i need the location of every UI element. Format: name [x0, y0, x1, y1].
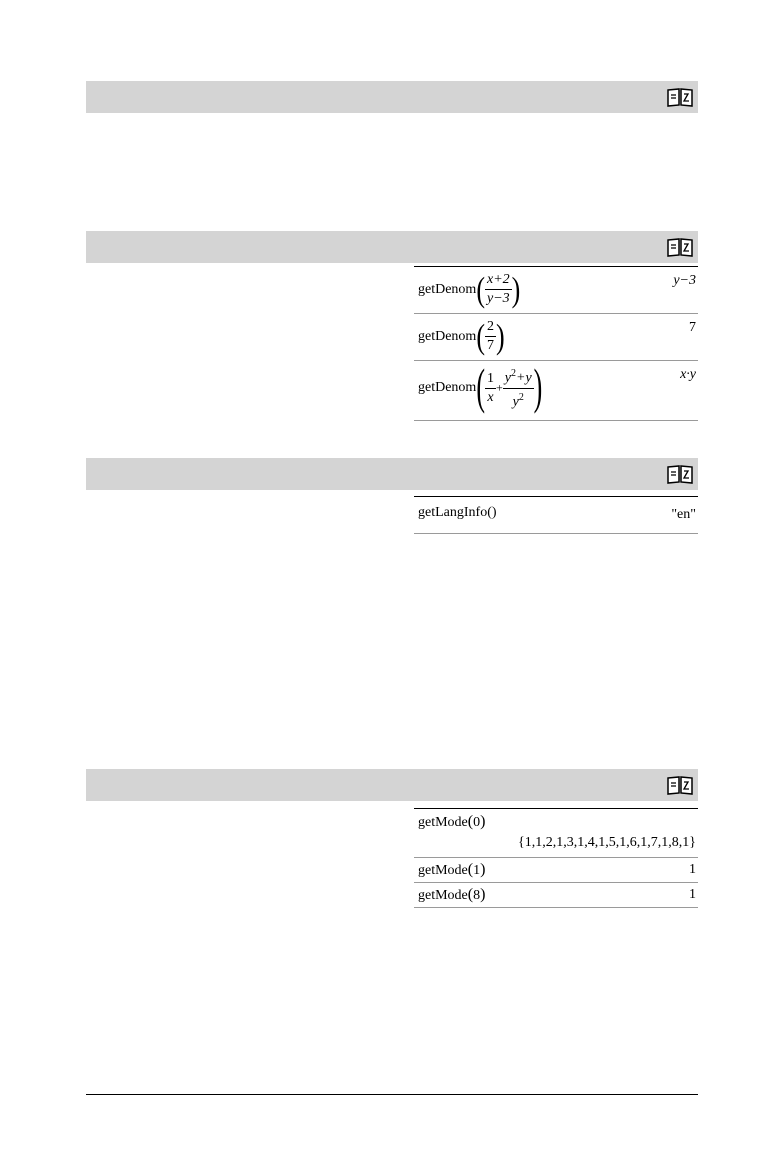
example-row — [414, 883, 698, 908]
function-name: getDenom — [418, 328, 477, 344]
example-result — [680, 367, 696, 383]
result-value: {1,1,2,1,3,1,4,1,5,1,6,1,7,1,8,1} — [518, 835, 696, 850]
example-row — [414, 361, 698, 421]
getlanginfo-example-box — [414, 496, 698, 534]
example-expression — [418, 505, 497, 521]
result-value: 1 — [689, 862, 696, 877]
fraction-denominator: 7 — [487, 338, 494, 353]
example-expression: getDenom( $\frac{1}{x}$ + $\frac{y^2+y}{y^2}$ ) — [418, 359, 543, 415]
fraction-numerator: y — [504, 370, 511, 386]
example-row — [414, 809, 698, 858]
section-header-bar — [86, 231, 698, 263]
example-row — [414, 267, 698, 314]
result-value: x·y — [680, 367, 696, 382]
fraction-numerator: x+2 — [487, 272, 510, 287]
getmode-example-box — [414, 808, 698, 908]
result-value: "en" — [671, 507, 696, 522]
fraction-numerator: 1 — [485, 370, 496, 389]
function-name: getDenom — [418, 380, 477, 396]
function-name: getMode — [418, 862, 468, 878]
example-expression: getMode(0) — [418, 813, 486, 830]
fraction-denominator: y−3 — [487, 291, 510, 306]
function-name: getMode — [418, 887, 468, 903]
example-row — [414, 314, 698, 361]
example-result — [673, 273, 696, 289]
exponent: 2 — [518, 391, 524, 403]
function-arg: 0 — [473, 815, 481, 830]
function-name: getLangInfo — [418, 505, 488, 520]
function-arg: 8 — [473, 888, 481, 903]
example-expression: getMode(1) — [418, 861, 486, 878]
fraction-numerator: 2 — [485, 318, 496, 337]
fraction-numerator-rest: +y — [516, 370, 532, 386]
section-header-bar — [86, 458, 698, 490]
function-name: getDenom — [418, 281, 477, 297]
result-value: 7 — [689, 320, 696, 335]
example-expression: getDenom( $\frac{2}{7}$ ) — [418, 316, 505, 356]
example-row — [414, 497, 698, 534]
section-header-bar — [86, 81, 698, 113]
function-arg: 1 — [473, 863, 481, 878]
function-name: getMode — [418, 814, 468, 830]
catalog-book-icon — [666, 237, 694, 257]
section-header-bar — [86, 769, 698, 801]
example-expression: getDenom( $\frac{x+2}{y-3}$ ) — [418, 269, 521, 309]
getdenom-example-box — [414, 266, 698, 421]
catalog-book-icon — [666, 464, 694, 484]
result-value: y−3 — [673, 273, 696, 288]
catalog-book-icon — [666, 87, 694, 107]
result-value: 1 — [689, 887, 696, 902]
example-expression: getMode(8) — [418, 886, 486, 903]
plus-operator: + — [496, 380, 503, 395]
fraction-denominator: x — [487, 389, 494, 405]
fraction-denominator: y — [512, 394, 519, 410]
exponent: 2 — [511, 368, 516, 379]
example-row — [414, 858, 698, 883]
function-args: () — [487, 505, 497, 520]
catalog-book-icon — [666, 775, 694, 795]
footer-rule — [86, 1094, 698, 1095]
